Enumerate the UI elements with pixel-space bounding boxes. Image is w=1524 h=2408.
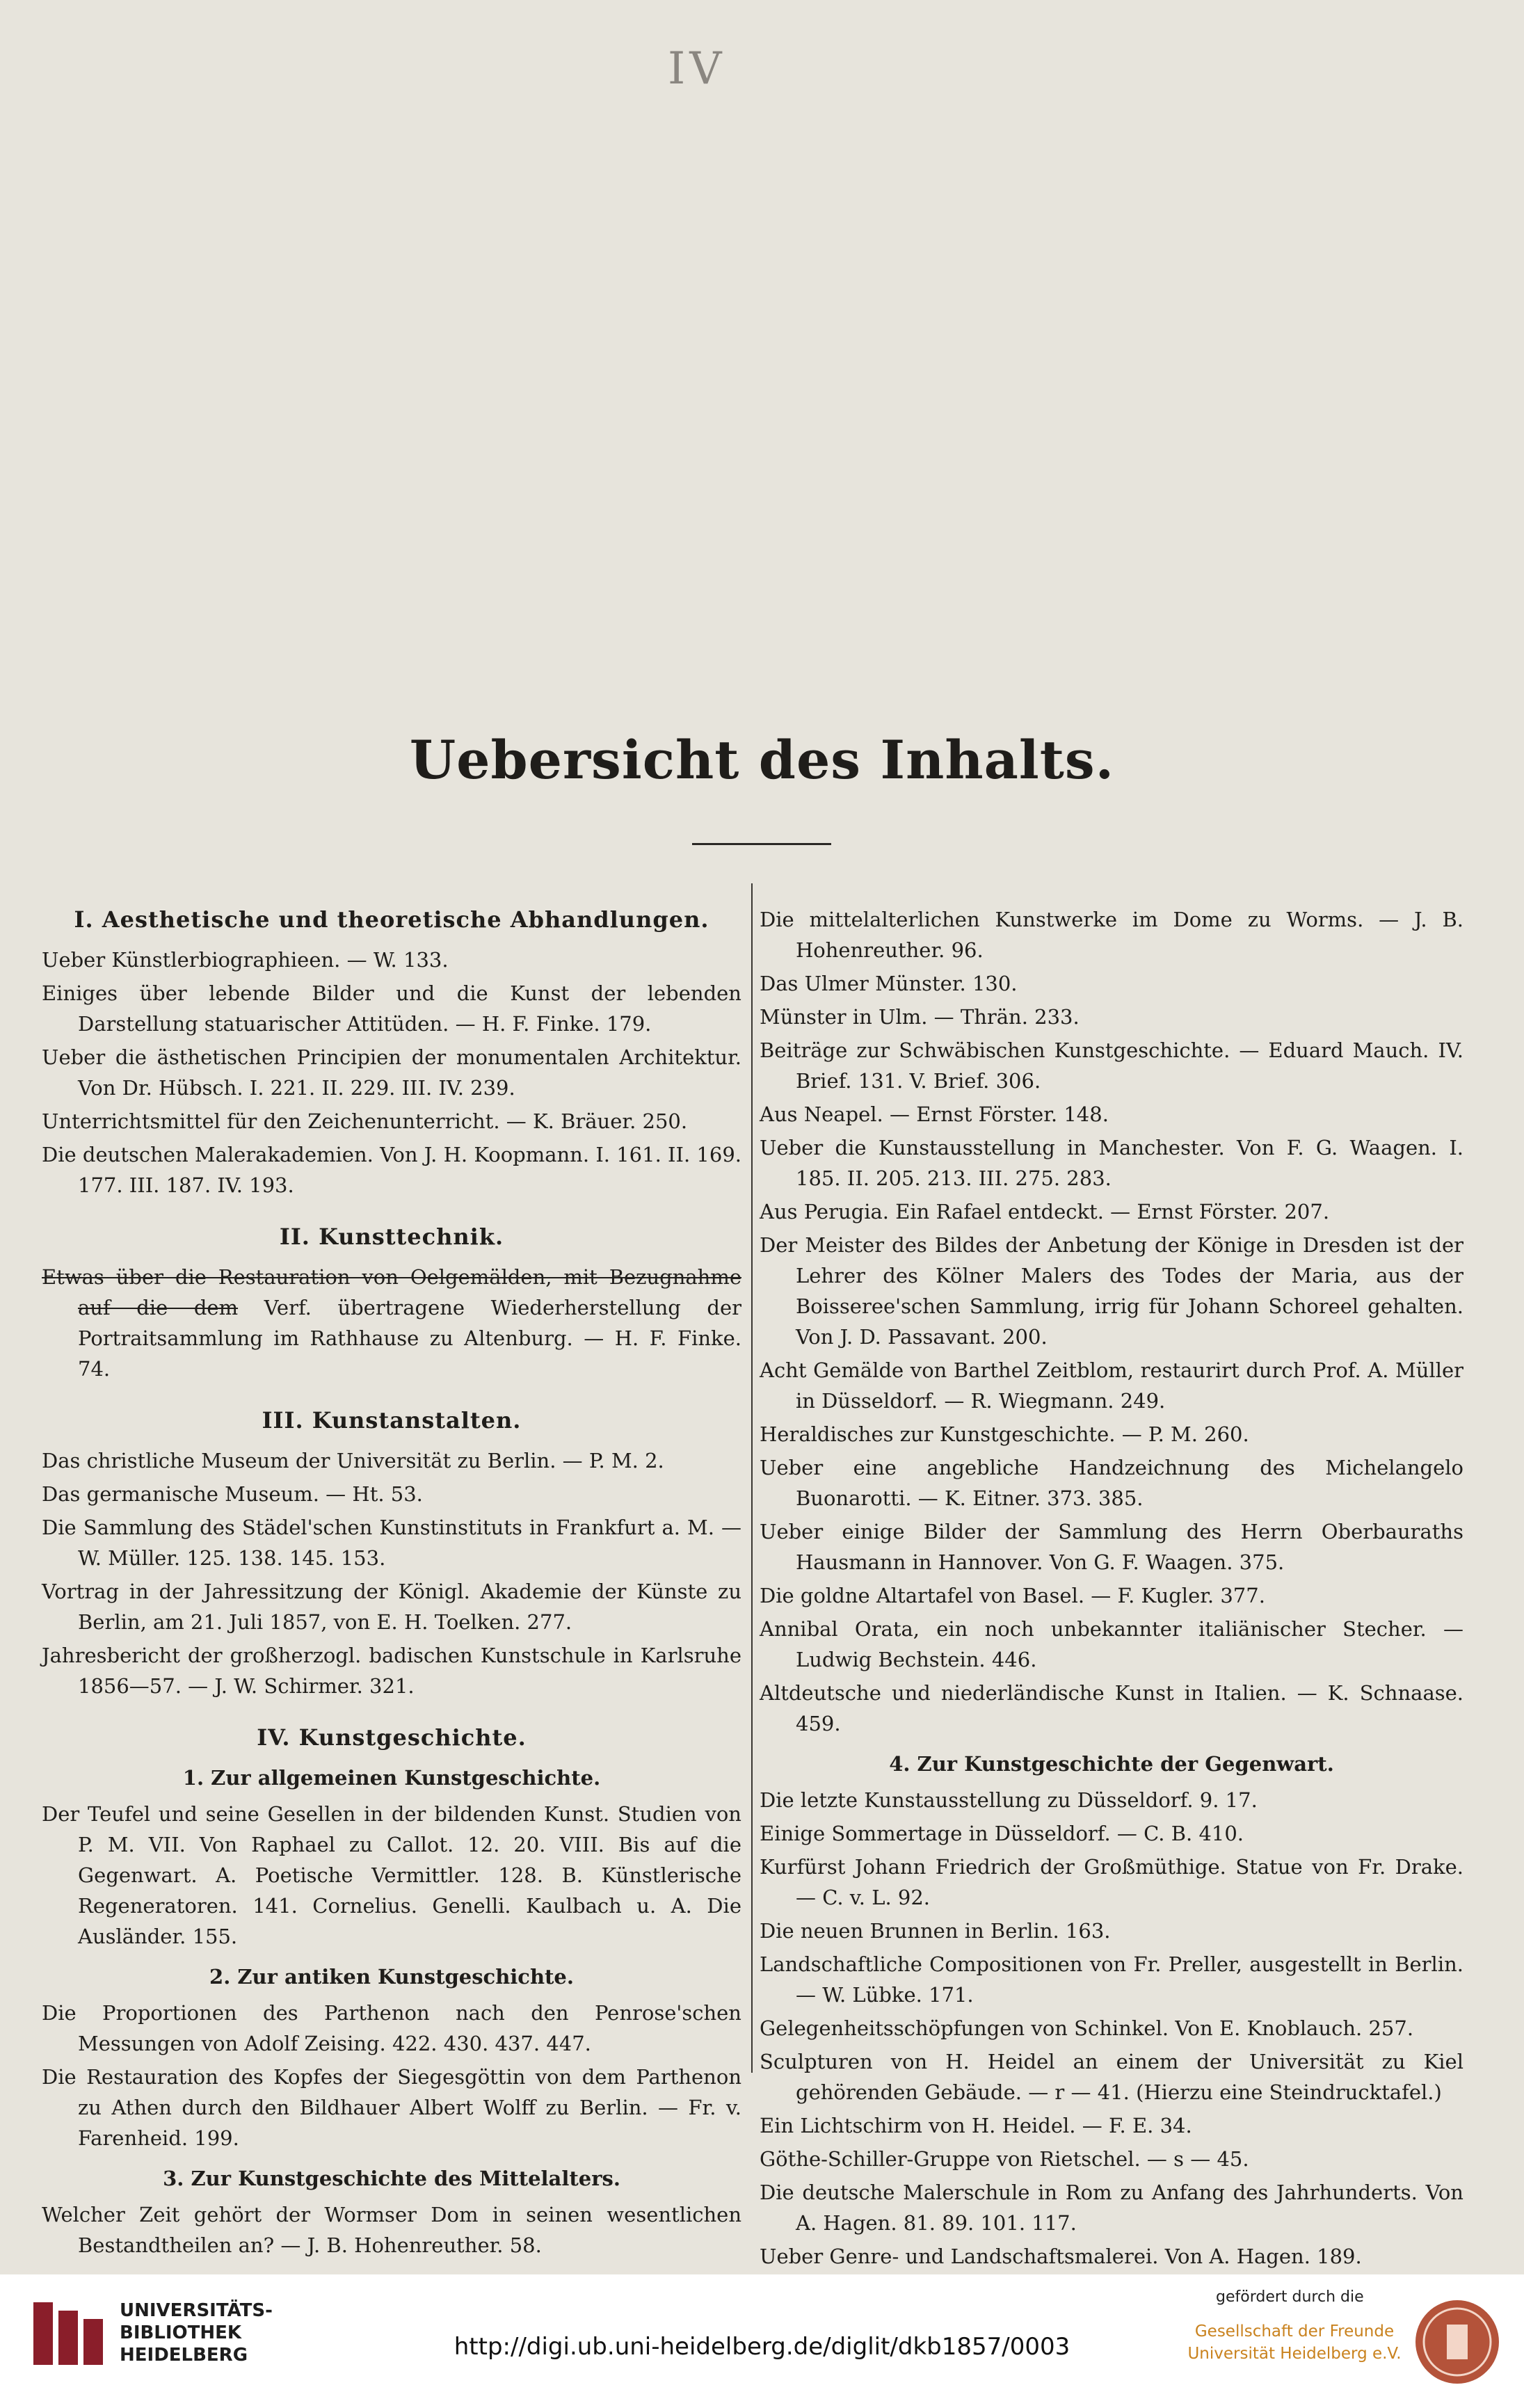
left-column <box>42 904 741 2263</box>
toc-entry: Ueber eine angebliche Handzeichnung des Michelangelo Buonarotti. — K. Eitner. 373. 385. <box>760 1456 1463 1510</box>
subsection-heading: 4. Zur Kunstgeschichte der Gegenwart. <box>889 1752 1334 1776</box>
toc-entry: Einiges über lebende Bilder und die Kunst der lebenden Darstellung statuarischer Attitüden. — H. F. Finke. 179. <box>42 981 741 1036</box>
right-column <box>760 904 1463 2274</box>
toc-entry: Das germanische Museum. — Ht. 53. <box>42 1482 423 1506</box>
toc-entry: Ueber die Kunstausstellung in Manchester. Von F. G. Waagen. I. 185. II. 205. 213. III. 275. 283. <box>760 1136 1463 1190</box>
toc-entry: Die goldne Altartafel von Basel. — F. Kugler. 377. <box>760 1584 1265 1607</box>
toc-entry: Jahresbericht der großherzogl. badischen Kunstschule in Karlsruhe 1856—57. — J. W. Schirmer. 321. <box>42 1644 741 1698</box>
toc-entry: Die Proportionen des Parthenon nach den Penrose'schen Messungen von Adolf Zeising. 422. 430. 437. 447. <box>42 2001 741 2055</box>
toc-entry: Ueber einige Bilder der Sammlung des Herrn Oberbauraths Hausmann in Hannover. Von G. F. Waagen. 375. <box>760 1520 1463 1574</box>
toc-entry: Welcher Zeit gehört der Wormser Dom in seinen wesentlichen Bestandtheilen an? — J. B. Hohenreuther. 58. <box>42 2203 741 2257</box>
toc-entry: Heraldisches zur Kunstgeschichte. — P. M. 260. <box>760 1422 1249 1446</box>
title-rule <box>692 843 831 845</box>
toc-entry <box>42 1262 741 1384</box>
toc-entry: Aus Perugia. Ein Rafael entdeckt. — Ernst Förster. 207. <box>760 1200 1330 1223</box>
toc-entry: Münster in Ulm. — Thrän. 233. <box>760 1005 1080 1029</box>
section-heading: III. Kunstanstalten. <box>262 1407 522 1434</box>
section-heading: II. Kunsttechnik. <box>279 1223 504 1250</box>
toc-entry: Göthe-Schiller-Gruppe von Rietschel. — s — 45. <box>760 2147 1249 2171</box>
toc-entry: Ueber Genre- und Landschaftsmalerei. Von A. Hagen. 189. <box>760 2245 1362 2268</box>
toc-entry: Annibal Orata, ein noch unbekannter italiänischer Stecher. — Ludwig Bechstein. 446. <box>760 1617 1463 1671</box>
funded-by-label: gefördert durch die <box>1216 2288 1364 2306</box>
toc-entry: Die Sammlung des Städel'schen Kunstinstituts in Frankfurt a. M. — W. Müller. 125. 138. 145. 153. <box>42 1516 741 1570</box>
university-seal-icon <box>1412 2297 1502 2387</box>
toc-entry: Unterrichtsmittel für den Zeichenunterricht. — K. Bräuer. 250. <box>42 1109 688 1133</box>
toc-entry: Gelegenheitsschöpfungen von Schinkel. Von E. Knoblauch. 257. <box>760 2016 1414 2040</box>
toc-entry: Aus Neapel. — Ernst Förster. 148. <box>760 1102 1109 1126</box>
permalink-url[interactable]: http://digi.ub.uni-heidelberg.de/diglit/dkb1857/0003 <box>454 2333 1070 2361</box>
library-name: UNIVERSITÄTS- BIBLIOTHEK HEIDELBERG <box>120 2300 273 2366</box>
toc-entry: Altdeutsche und niederländische Kunst in Italien. — K. Schnaase. 459. <box>760 1681 1463 1735</box>
toc-entry: Die deutsche Malerschule in Rom zu Anfang des Jahrhunderts. Von A. Hagen. 81. 89. 101. 117. <box>760 2181 1463 2235</box>
toc-entry: Die Restauration des Kopfes der Siegesgöttin von dem Parthenon zu Athen durch den Bildhauer Albert Wolff zu Berlin. — Fr. v. Farenheid. 199. <box>42 2065 741 2150</box>
subsection-heading: 3. Zur Kunstgeschichte des Mittelalters. <box>163 2167 620 2190</box>
toc-entry: Das christliche Museum der Universität zu Berlin. — P. M. 2. <box>42 1449 664 1472</box>
page-title: Uebersicht des Inhalts. <box>409 729 1115 791</box>
toc-entry: Vortrag in der Jahressitzung der Königl. Akademie der Künste zu Berlin, am 21. Juli 1857, von E. H. Toelken. 277. <box>42 1580 741 1634</box>
toc-entry: Ueber Künstlerbiographieen. — W. 133. <box>42 948 449 972</box>
struck-text: Etwas über die Restauration von Oelgemälden, mit Bezugnahme auf die dem <box>42 1265 741 1319</box>
toc-entry: Beiträge zur Schwäbischen Kunstgeschichte. — Eduard Mauch. IV. Brief. 131. V. Brief. 306. <box>760 1038 1463 1093</box>
toc-entry: Sculpturen von H. Heidel an einem der Universität zu Kiel gehörenden Gebäude. — r — 41. (Hierzu eine Steindrucktafel.) <box>760 2050 1463 2104</box>
toc-entry: Die letzte Kunstausstellung zu Düsseldorf. 9. 17. <box>760 1788 1258 1812</box>
column-divider <box>751 883 753 2073</box>
toc-entry: Der Meister des Bildes der Anbetung der Könige in Dresden ist der Lehrer des Kölner Malers des Todes der Maria, aus der Boisseree'schen Sammlung, irrig für Johann Schoreel gehalten. Von J. D. Passavant. 200. <box>760 1233 1463 1349</box>
footer-bar <box>0 2274 1524 2408</box>
toc-entry: Die deutschen Malerakademien. Von J. H. Koopmann. I. 161. II. 169. 177. III. 187. IV. 193. <box>42 1143 741 1197</box>
toc-entry: Einige Sommertage in Düsseldorf. — C. B. 410. <box>760 1822 1244 1845</box>
toc-entry: Die neuen Brunnen in Berlin. 163. <box>760 1919 1111 1943</box>
toc-entry: Der Teufel und seine Gesellen in der bildenden Kunst. Studien von P. M. VII. Von Raphael zu Callot. 12. 20. VIII. Bis auf die Gegenwart. A. Poetische Vermittler. 128. B. Künstlerische Regeneratoren. 141. Cornelius. Genelli. Kaulbach u. A. Die Ausländer. 155. <box>42 1802 741 1948</box>
subsection-heading: 1. Zur allgemeinen Kunstgeschichte. <box>182 1766 601 1790</box>
funder-name: Gesellschaft der Freunde Universität Heidelberg e.V. <box>1187 2322 1402 2363</box>
page-number: IV <box>668 43 726 95</box>
toc-entry: Das Ulmer Münster. 130. <box>760 972 1018 995</box>
toc-entry: Ein Lichtschirm von H. Heidel. — F. E. 34. <box>760 2114 1192 2137</box>
entry-text: Verf. übertragene Wiederherstellung der Portraitsammlung im Rathhause zu Altenburg. — H. F. Finke. 74. <box>78 1296 741 1381</box>
toc-entry: Die mittelalterlichen Kunstwerke im Dome zu Worms. — J. B. Hohenreuther. 96. <box>760 908 1463 962</box>
subsection-heading: 2. Zur antiken Kunstgeschichte. <box>209 1965 574 1989</box>
toc-entry: Landschaftliche Compositionen von Fr. Preller, ausgestellt in Berlin. — W. Lübke. 171. <box>760 1952 1463 2007</box>
section-heading: IV. Kunstgeschichte. <box>257 1724 527 1751</box>
section-heading: I. Aesthetische und theoretische Abhandlungen. <box>74 906 709 933</box>
toc-entry: Kurfürst Johann Friedrich der Großmüthige. Statue von Fr. Drake. — C. v. L. 92. <box>760 1855 1463 1909</box>
toc-entry: Acht Gemälde von Barthel Zeitblom, restaurirt durch Prof. A. Müller in Düsseldorf. — R. Wiegmann. 249. <box>760 1358 1463 1413</box>
toc-entry: Ueber die ästhetischen Principien der monumentalen Architektur. Von Dr. Hübsch. I. 221. II. 229. III. IV. 239. <box>42 1045 741 1100</box>
